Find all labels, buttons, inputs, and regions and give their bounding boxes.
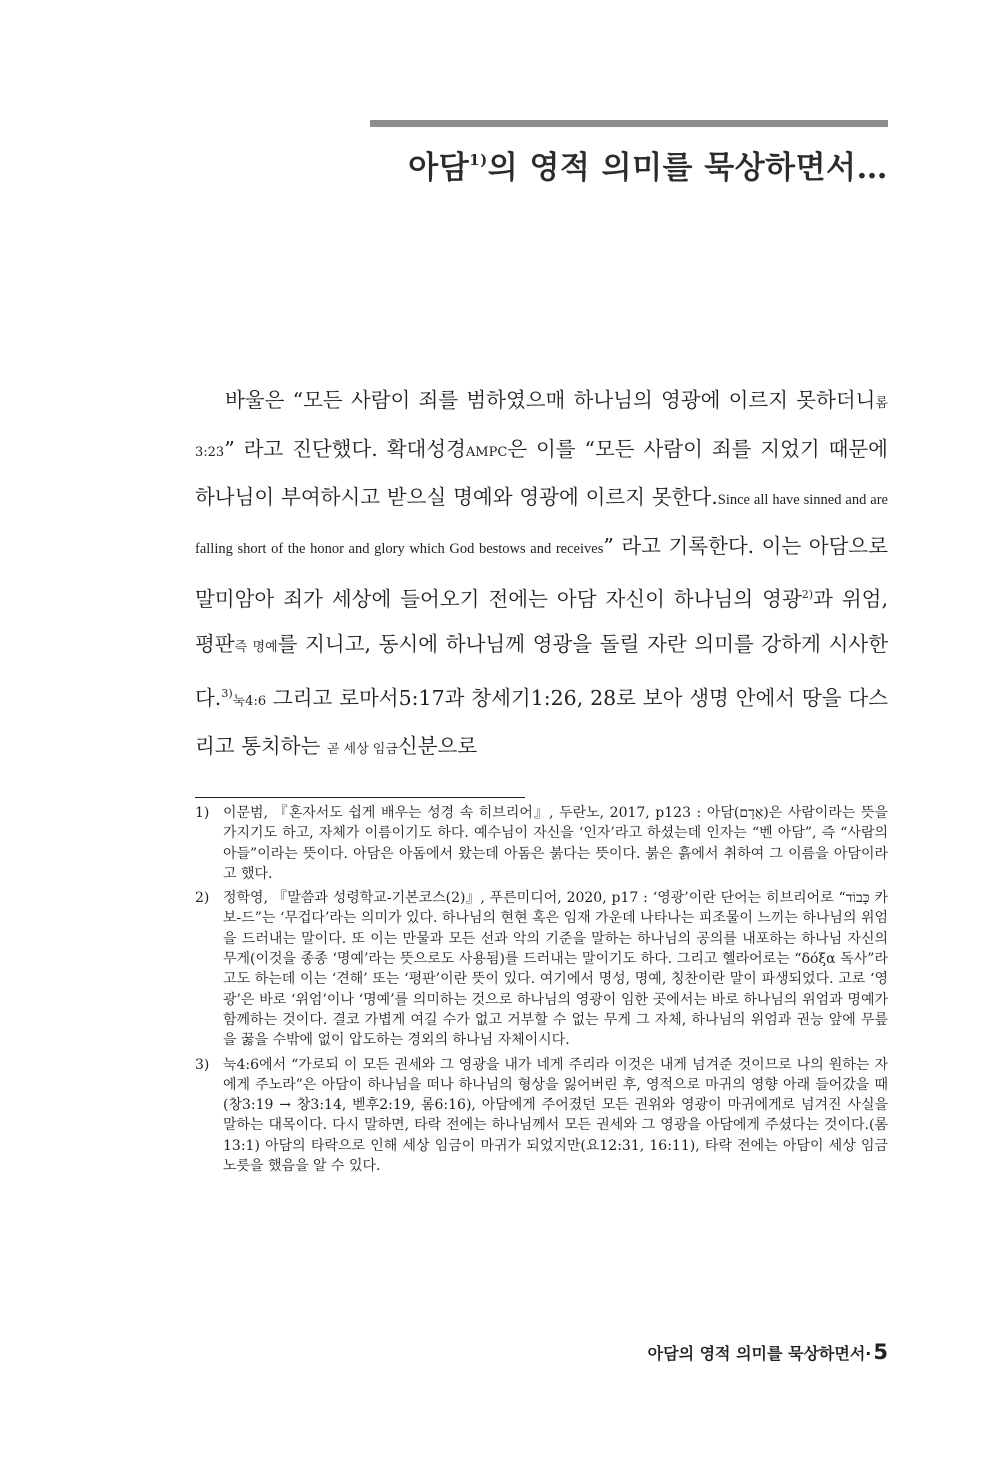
- footnote-number: 1): [195, 805, 210, 821]
- body-text-1: 바울은 “모든 사람이 죄를 범하였으매 하나님의 영광에 이르지 못하더니: [225, 388, 876, 412]
- body-text-2: ” 라고 진단했다. 확대성경: [224, 436, 466, 461]
- footnote-1: [195, 803, 888, 884]
- running-title: 아담의 영적 의미를 묵상하면서: [647, 1344, 866, 1363]
- english-quote: Since all have sinned and are falling short of the honor and glory which God bestows and receives: [195, 492, 888, 557]
- body-text-8: 신분으로: [397, 734, 478, 759]
- scripture-ref-luke-4-6: 눅4:6: [232, 693, 267, 709]
- footnote-list: [195, 803, 888, 1180]
- footnote-ref-2[interactable]: 2): [801, 588, 814, 601]
- inline-note-honor: 즉 명예: [234, 640, 278, 656]
- page-number: 5: [873, 1340, 888, 1364]
- footnote-text: 정학영, 『말씀과 성령학교-기본코스(2)』, 푸른미디어, 2020, p17 : ‘영광’이란 단어는 히브리어로 “כָּבוֹד 카보-드”는 ‘무겁다’라는 의미가 있다. 하나님의 현현 혹은 임재 가운데 나타나는 피조물이 느끼는 하나님의 위엄을 드러내는 말이다. 또 이는 만물과 모든 선과 악의 기준을 말하는 하나님의 공의를 내포하는 하나님 자신의 무게(이것을 종종 ‘명예’라는 뜻으로도 사용됨)를 드러내는 말이기도 하다. 그리고 헬라어로는 “δόξα 독사”라고도 하는데 이는 ‘견해’ 또는 ‘평판’이란 뜻이 있다. 여기에서 명성, 명예, 칭찬이란 말이 파생되었다. 고로 ‘영광’은 바로 ‘위엄’이나 ‘명예’를 의미하는 것으로 하나님의 영광이 임한 곳에서는 바로 하나님의 위엄과 명예가 함께하는 것이다. 결코 가볍게 여길 수가 없고 거부할 수 없는 무게 그 자체, 하나님의 위엄과 권능 앞에 무릎을 꿇을 수밖에 없이 압도하는 경외의 하나님 자체이시다.: [223, 890, 888, 1049]
- footnote-2: [195, 888, 888, 1050]
- page-title-main: 아담: [408, 150, 470, 186]
- scripture-ref-rom-3-23: 롬3:23: [195, 396, 888, 460]
- page-title: [370, 142, 888, 187]
- body-paragraph: [195, 378, 888, 773]
- footnote-number: 2): [195, 890, 210, 907]
- body-text-3: 은 이를 “모든 사람이 죄를 지었기 때문에 하나님이 부여하시고 받으실 명예와 영광에 이르지 못한다.: [195, 436, 888, 509]
- body-text-5: 과 위엄, 평판: [195, 586, 888, 657]
- footnote-text: 눅4:6에서 “가로되 이 모든 권세와 그 영광을 내가 네게 주리라 이것은 내게 넘겨준 것이므로 나의 원하는 자에게 주노라”은 아담이 하나님을 떠나 하나님의 형상을 잃어버린 후, 영적으로 마귀의 영향 아래 들어갔을 때(창3:19 → 창3:14, 벧후2:19, 롬6:16), 아담에게 주어졌던 모든 권위와 영광이 마귀에게로 넘겨진 사실을 말하는 대목이다. 다시 말하면, 타락 전에는 하나님께서 모든 권세와 그 영광을 아담에게 주셨다는 것이다.(롬13:1) 아담의 타락으로 인해 세상 임금이 마귀가 되었지만(요12:31, 16:11), 타락 전에는 아담이 세상 임금 노릇을 했음을 알 수 있다.: [223, 1056, 888, 1175]
- inline-note-ruler: 곧 세상 임금: [326, 742, 398, 758]
- ampc-label: AMPC: [465, 444, 508, 460]
- body-text-6: 를 지니고, 동시에 하나님께 영광을 돌릴 자란 의미를 강하게 시사한다.: [195, 632, 888, 710]
- page-title-rest: 의 영적 의미를 묵상하면서…: [487, 150, 888, 186]
- footnote-ref-3[interactable]: 3): [221, 686, 233, 700]
- body-text-4: ” 라고 기록한다. 이는 아담으로 말미암아 죄가 세상에 들어오기 전에는 아담 자신이 하나님의 영광: [195, 533, 888, 611]
- footnote-text: 이문범, 『혼자서도 쉽게 배우는 성경 속 히브리어』, 두란노, 2017, p123 : 아담(אָדָם)은 사람이라는 뜻을 가지기도 하고, 자체가 이름이기도 하다. 예수님이 자신을 ‘인자’라고 하셨는데 인자는 “벤 아담”, 즉 “사람의 아들”이라는 뜻이다. 아담은 아돔에서 왔는데 아돔은 붉다는 뜻이다. 붉은 흙에서 취하여 그 이름을 아담이라고 했다.: [223, 805, 888, 882]
- body-text-7: 그리고 로마서5:17과 창세기1:26, 28로 보아 생명 안에서 땅을 다스리고 통치하는: [195, 685, 888, 759]
- footer-separator: ·: [865, 1344, 872, 1363]
- footnote-rule: [195, 797, 525, 798]
- footnote-number: 3): [195, 1056, 210, 1073]
- footnote-ref-1[interactable]: 1): [469, 150, 488, 169]
- running-footer: [648, 1340, 888, 1364]
- footnote-3: [195, 1055, 888, 1177]
- title-rule: [370, 120, 888, 127]
